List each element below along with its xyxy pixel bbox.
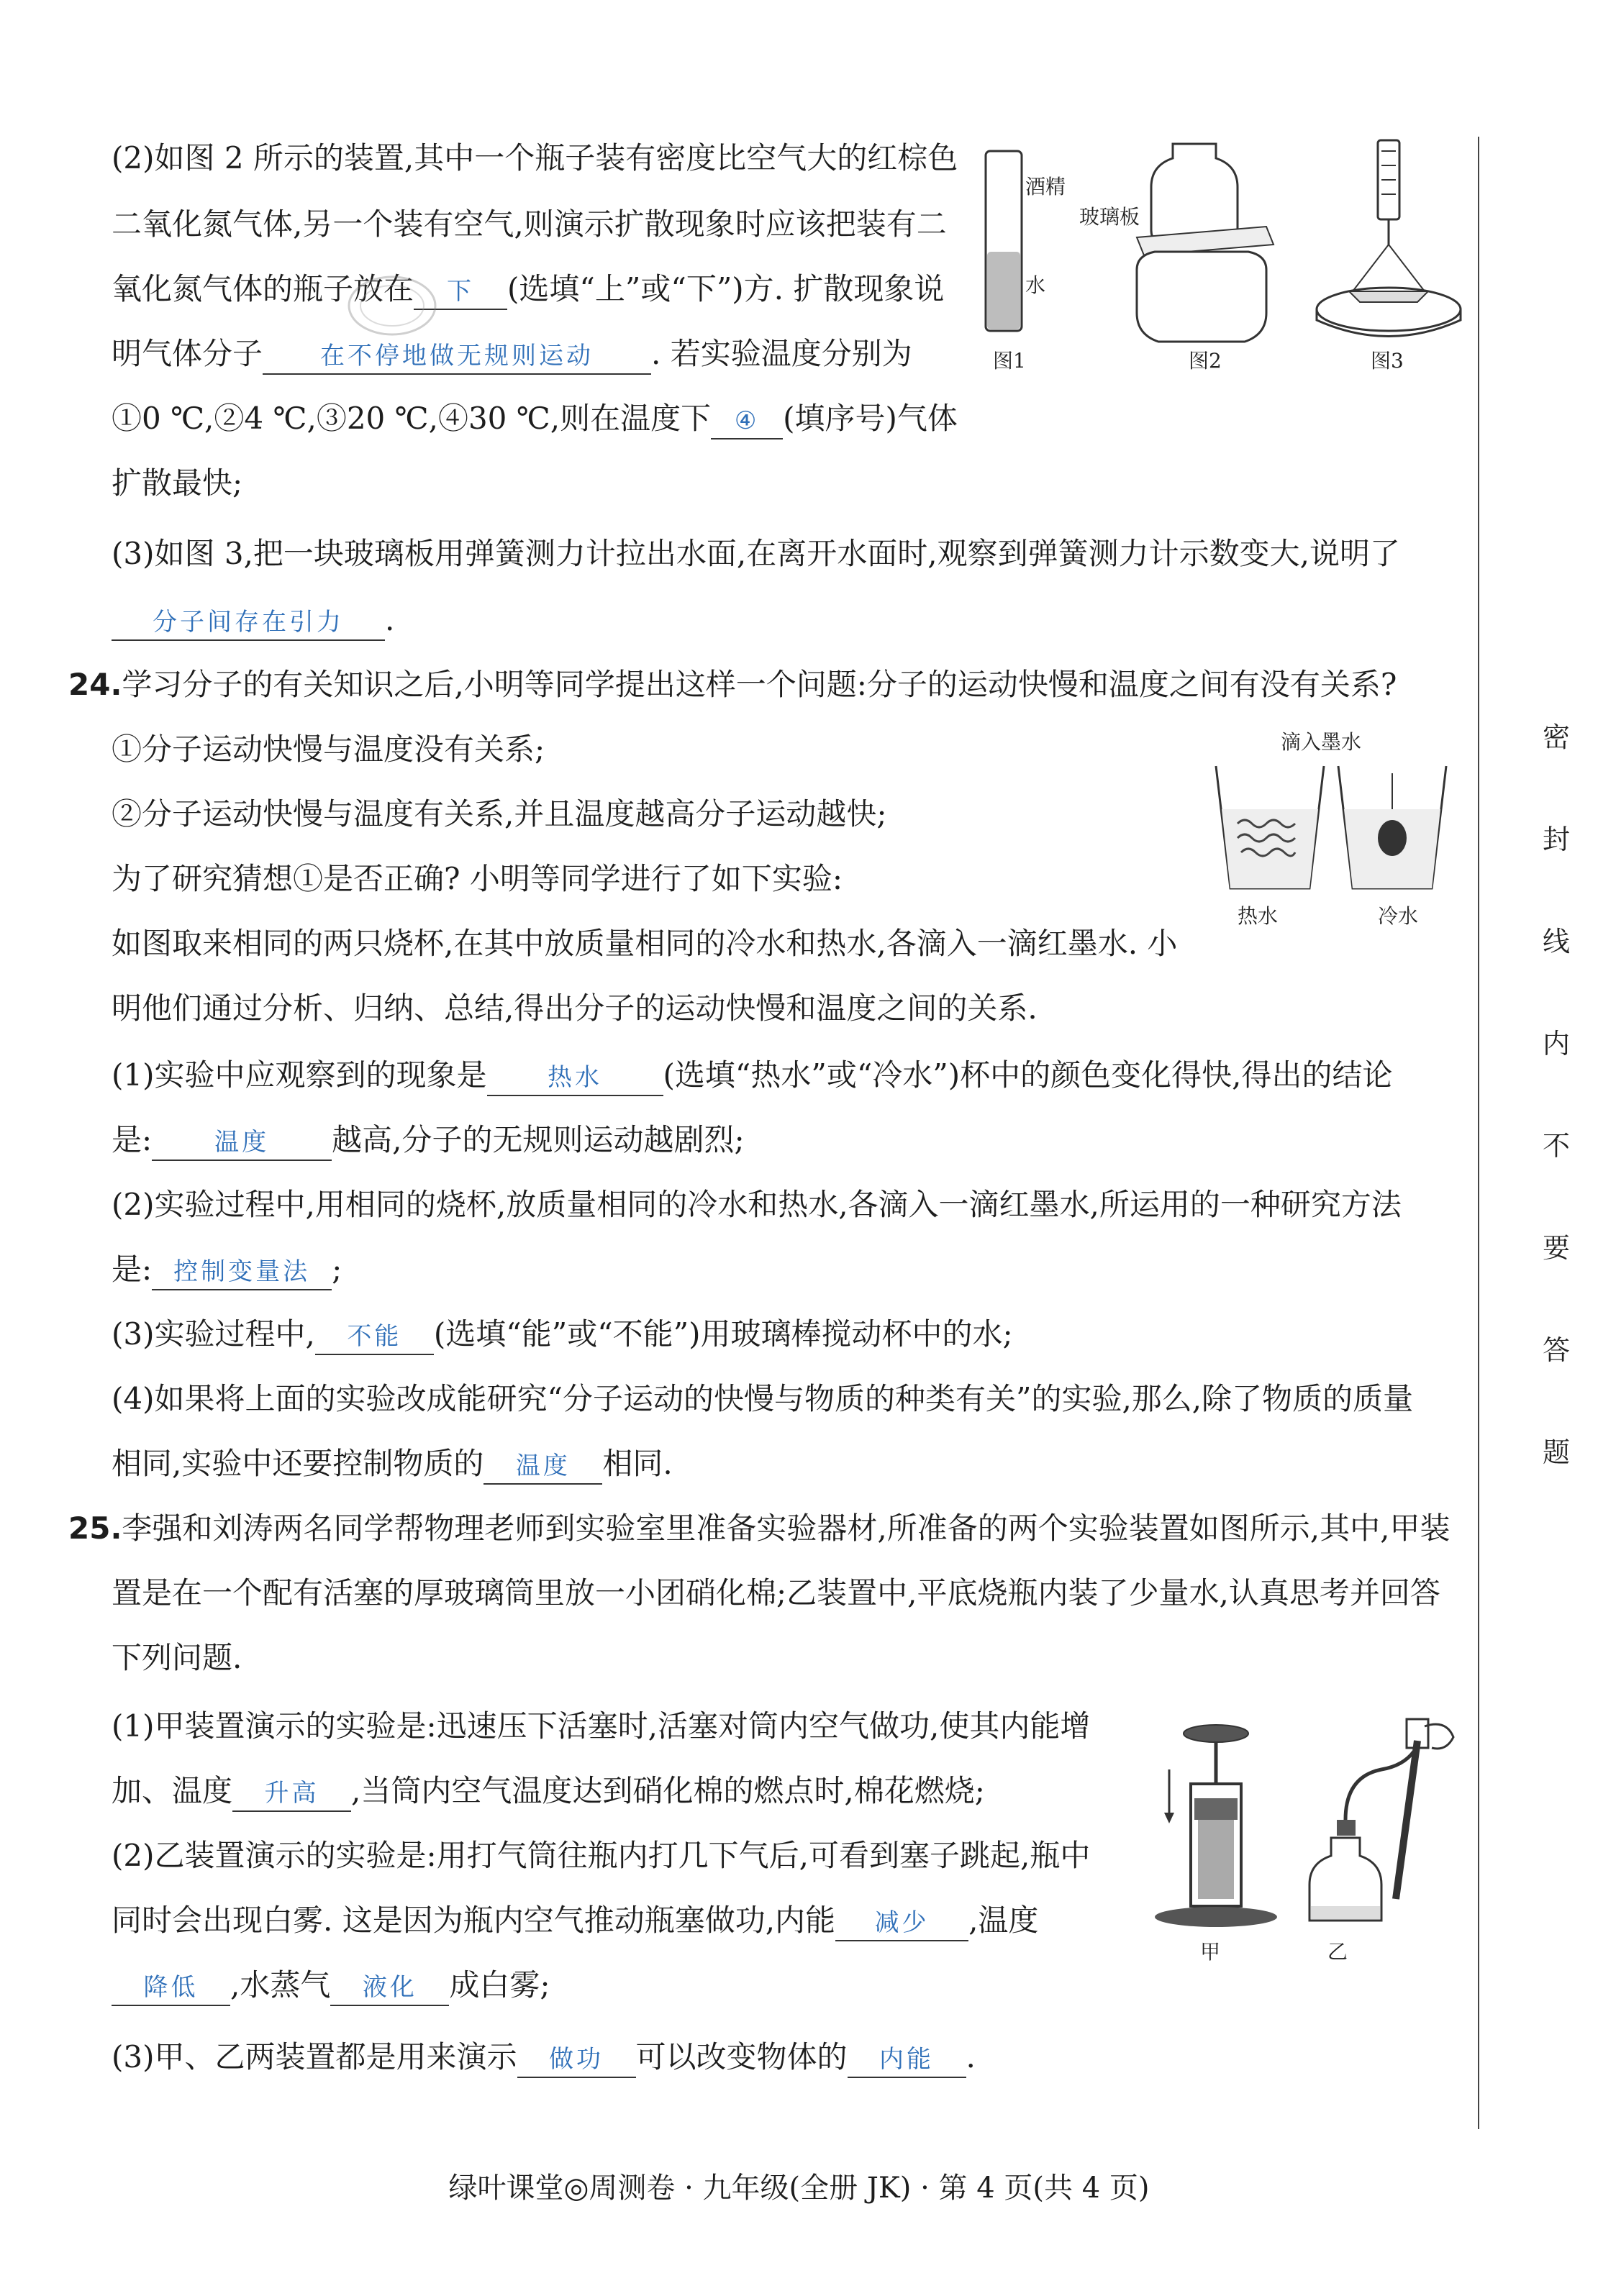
- q23-p2-line2: 二氧化氮气体,另一个装有空气,则演示扩散现象时应该把装有二: [112, 206, 947, 242]
- q24-line5: 明他们通过分析、归纳、总结,得出分子的运动快慢和温度之间的关系.: [112, 990, 1038, 1026]
- q24-p2-line2: 是: 控制变量法 ;: [112, 1248, 342, 1291]
- q24-line4: 如图取来相同的两只烧杯,在其中放质量相同的冷水和热水,各滴入一滴红墨水. 小: [112, 926, 1178, 961]
- answer-blank: 做功: [517, 2042, 636, 2078]
- answer-blank: 在不停地做无规则运动: [263, 339, 651, 375]
- answer-blank: 控制变量法: [152, 1254, 332, 1290]
- q23-p2-line6: 扩散最快;: [112, 465, 243, 501]
- q25-p2-line3: 降低 ,水蒸气 液化 成白雾;: [112, 1964, 550, 2007]
- question-number: 25.: [68, 1511, 122, 1546]
- fig-jia-label: 甲: [1200, 1940, 1221, 1964]
- seal-char: 封: [1542, 824, 1570, 855]
- q25-p1-line2: 加、温度 升高 ,当筒内空气温度达到硝化棉的燃点时,棉花燃烧;: [112, 1769, 985, 1813]
- answer-blank: 内能: [848, 2042, 966, 2078]
- figure-apparatus: [1151, 1712, 1468, 1949]
- fig1-alcohol-label: 酒精: [1025, 175, 1066, 199]
- answer-blank: 热水: [487, 1060, 663, 1096]
- answer-blank: 温度: [152, 1125, 332, 1161]
- seal-char: 要: [1542, 1232, 1570, 1264]
- q25-line2: 置是在一个配有活塞的厚玻璃筒里放一小团硝化棉;乙装置中,平底烧瓶内装了少量水,认真思考并回答: [112, 1575, 1440, 1611]
- q23-p2-line1: (2)如图 2 所示的装置,其中一个瓶子装有密度比空气大的红棕色: [112, 140, 958, 176]
- figure-2-bottles: [1122, 137, 1281, 345]
- fig2-caption: 图2: [1189, 349, 1222, 373]
- fig-ink-drop-label: 滴入墨水: [1281, 730, 1362, 754]
- q23-p2-line5: ①0 ℃,②4 ℃,③20 ℃,④30 ℃,则在温度下 ④ (填序号)气体: [112, 397, 958, 440]
- q24-p1-line2: 是: 温度 越高,分子的无规则运动越剧烈;: [112, 1119, 745, 1162]
- answer-blank: 降低: [112, 1970, 230, 2006]
- q25-line3: 下列问题.: [112, 1640, 242, 1675]
- seal-char: 答: [1542, 1334, 1570, 1366]
- q25-p3: (3)甲、乙两装置都是用来演示 做功 可以改变物体的 内能 .: [112, 2036, 976, 2079]
- answer-blank: 减少: [835, 1905, 968, 1941]
- fig1-water-label: 水: [1025, 273, 1046, 297]
- q25-p1-line1: (1)甲装置演示的实验是:迅速压下活塞时,活塞对筒内空气做功,使其内能增: [112, 1708, 1091, 1744]
- answer-blank: 分子间存在引力: [112, 605, 385, 641]
- q24-p4-line2: 相同,实验中还要控制物质的 温度 相同.: [112, 1442, 673, 1485]
- figure-3-spring-scale: [1309, 137, 1468, 345]
- q25-line1: 25.李强和刘涛两名同学帮物理老师到实验室里准备实验器材,所准备的两个实验装置如图所示,其中,甲装: [68, 1511, 1451, 1546]
- q23-p3-line1: (3)如图 3,把一块玻璃板用弹簧测力计拉出水面,在离开水面时,观察到弹簧测力计示数变大,说明了: [112, 536, 1400, 571]
- q24-p4-line1: (4)如果将上面的实验改成能研究“分子运动的快慢与物质的种类有关”的实验,那么,除了物质的质量: [112, 1381, 1414, 1416]
- seal-char: 题: [1542, 1436, 1570, 1468]
- faint-stamp: [338, 266, 446, 345]
- fig2-glass-plate-label: 玻璃板: [1079, 205, 1140, 229]
- question-number: 24.: [68, 667, 122, 702]
- seal-char: 线: [1542, 926, 1570, 957]
- q23-p2-line3: 氧化氮气体的瓶子放在 下 (选填“上”或“下”)方. 扩散现象说: [112, 268, 944, 311]
- q23-p3-line2: 分子间存在引力 .: [112, 598, 394, 642]
- figure-beakers: [1209, 759, 1453, 896]
- seal-char: 密: [1542, 721, 1570, 753]
- q24-hypothesis-2: ②分子运动快慢与温度有关系,并且温度越高分子运动越快;: [112, 796, 887, 832]
- seal-line: [1478, 137, 1479, 2129]
- fig-yi-label: 乙: [1327, 1940, 1348, 1964]
- q23-p2-line4: 明气体分子 在不停地做无规则运动 . 若实验温度分别为: [112, 332, 912, 375]
- q24-p2-line1: (2)实验过程中,用相同的烧杯,放质量相同的冷水和热水,各滴入一滴红墨水,所运用的一种研究方法: [112, 1187, 1402, 1222]
- seal-char: 内: [1542, 1028, 1570, 1060]
- q24-p1-line1: (1)实验中应观察到的现象是 热水 (选填“热水”或“冷水”)杯中的颜色变化得快,得出的结论: [112, 1054, 1393, 1097]
- q24-hypothesis-1: ①分子运动快慢与温度没有关系;: [112, 732, 545, 767]
- seal-text: [1538, 719, 1574, 1536]
- fig3-caption: 图3: [1371, 349, 1404, 373]
- q25-p2-line2: 同时会出现白雾. 这是因为瓶内空气推动瓶塞做功,内能 减少 ,温度: [112, 1899, 1038, 1942]
- q24-stem: 24.学习分子的有关知识之后,小明等同学提出这样一个问题:分子的运动快慢和温度之间有没有关系?: [68, 667, 1397, 702]
- fig-cold-water-label: 冷水: [1378, 904, 1419, 928]
- answer-blank: 升高: [232, 1776, 351, 1812]
- answer-blank: 液化: [330, 1970, 449, 2006]
- q24-line3: 为了研究猜想①是否正确? 小明等同学进行了如下实验:: [112, 861, 843, 896]
- answer-blank: 温度: [484, 1449, 602, 1485]
- answer-blank: 不能: [315, 1319, 434, 1355]
- answer-blank: ④: [711, 404, 783, 439]
- fig1-caption: 图1: [993, 349, 1026, 373]
- q25-p2-line1: (2)乙装置演示的实验是:用打气筒往瓶内打几下气后,可看到塞子跳起,瓶中: [112, 1838, 1091, 1873]
- page-footer: 绿叶课堂◎周测卷 · 九年级(全册 JK) · 第 4 页(共 4 页): [448, 2172, 1150, 2205]
- fig-hot-water-label: 热水: [1238, 904, 1279, 928]
- q24-p3: (3)实验过程中, 不能 (选填“能”或“不能”)用玻璃棒搅动杯中的水;: [112, 1313, 1013, 1356]
- seal-char: 不: [1542, 1130, 1570, 1162]
- answer-blank: 下: [414, 274, 507, 310]
